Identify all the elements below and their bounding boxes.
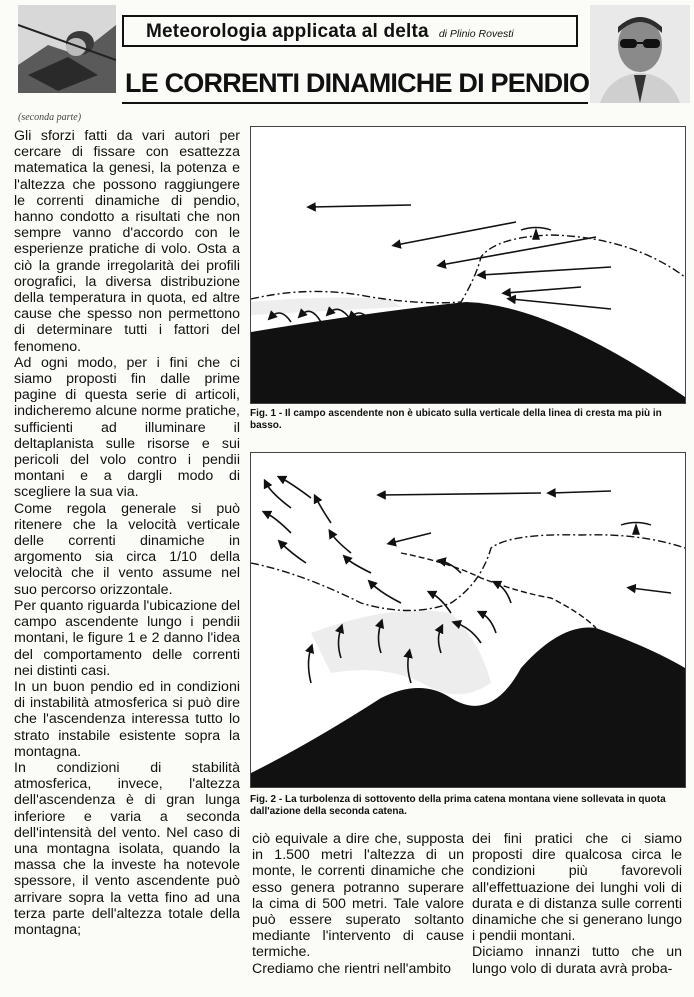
paragraph: In un buon pendio ed in condizioni di instabilità atmosferica si può dire che l'ascendenza interessa tutto lo strato instabile esistente sopra la montagna.	[14, 678, 240, 760]
text-column-right	[472, 831, 682, 977]
author-portrait	[590, 5, 690, 103]
article-title: LE CORRENTI DINAMICHE DI PENDIO	[125, 68, 590, 98]
figure-2-caption: Fig. 2 - La turbolenza di sottovento della prima catena montana viene sollevata in quota dall'azione della seconda catena.	[250, 794, 666, 817]
paragraph: Gli sforzi fatti da vari autori per cercare di fissare con esattezza matematica la genesi, la potenza e l'altezza che possono raggiungere le correnti dinamiche di pendio, hanno condotto a risultati che non sempre vanno d'accordo con le esperienze pratiche di volo. Osta a ciò la grande irregolarità dei profili orografici, la diversa distribuzione della temperatura in quota, ed altre cause che spesso non permettono di determinare tutti i fattori del fenomeno.	[14, 128, 240, 355]
paragraph: Crediamo che rientri nell'ambito	[252, 960, 452, 977]
author-byline: di Plinio Rovesti	[438, 28, 514, 40]
paragraph: Per quanto riguarda l'ubicazione del campo ascendente lungo i pendii montani, le figure 1 e 2 danno l'idea del comportamento delle correnti nei distinti casi.	[14, 597, 240, 679]
text-column-middle	[252, 831, 464, 977]
paragraph: dei fini pratici che ci siamo proposti dire qualcosa circa le condizioni più favorevoli all'effettuazione dei lunghi voli di durata e di distanza sulle correnti dinamiche che si generano lungo i pendii montani.	[472, 831, 682, 945]
part-label: (seconda parte)	[18, 112, 82, 123]
paragraph: Ad ogni modo, per i fini che ci siamo proposti fin dalle prime pagine di questa serie di articoli, indicheremo alcune norme pratiche, sufficienti ad illuminare il deltaplanista sulle risorse e sui pericoli del volo contro i pendii montani e a dargli modo di scegliere la sua via.	[14, 354, 240, 501]
text-column-left	[14, 128, 240, 938]
paragraph: In condizioni di stabilità atmosferica, invece, l'altezza dell'ascendenza è di gran lunga inferiore e varia a seconda dell'intensità del vento. Nel caso di una montagna isolata, quando la massa che la investe ha notevole spessore, il vento ascendente può arrivare sopra la vetta fino ad una terza parte dell'altezza totale della montagna;	[14, 759, 240, 938]
hang-glider-icon	[621, 523, 651, 535]
figure-2-illustration	[250, 452, 686, 788]
figure-1-caption: Fig. 1 - Il campo ascendente non è ubicato sulla verticale della linea di cresta ma più in basso.	[250, 408, 662, 431]
author-photo-pilot	[18, 5, 116, 93]
series-header-box	[122, 15, 578, 47]
title-rule	[122, 102, 588, 104]
paragraph: ciò equivale a dire che, supposta in 1.500 metri l'altezza di un monte, le correnti dinamiche che esso genera potranno superare la cima di 500 metri. Tale valore può essere superato soltanto mediante l'intervento di cause termiche.	[252, 831, 464, 961]
mountain-silhouette	[251, 302, 685, 403]
figure-1-illustration	[250, 126, 686, 404]
series-title: Meteorologia applicata al delta	[146, 21, 429, 42]
paragraph: Diciamo innanzi tutto che un lungo volo di durata avrà proba-	[472, 944, 682, 977]
paragraph: Come regola generale si può ritenere che la velocità verticale delle correnti dinamiche in argomento sia circa 1/10 della velocità che il vento assume nel suo percorso orizzontale.	[14, 500, 240, 598]
